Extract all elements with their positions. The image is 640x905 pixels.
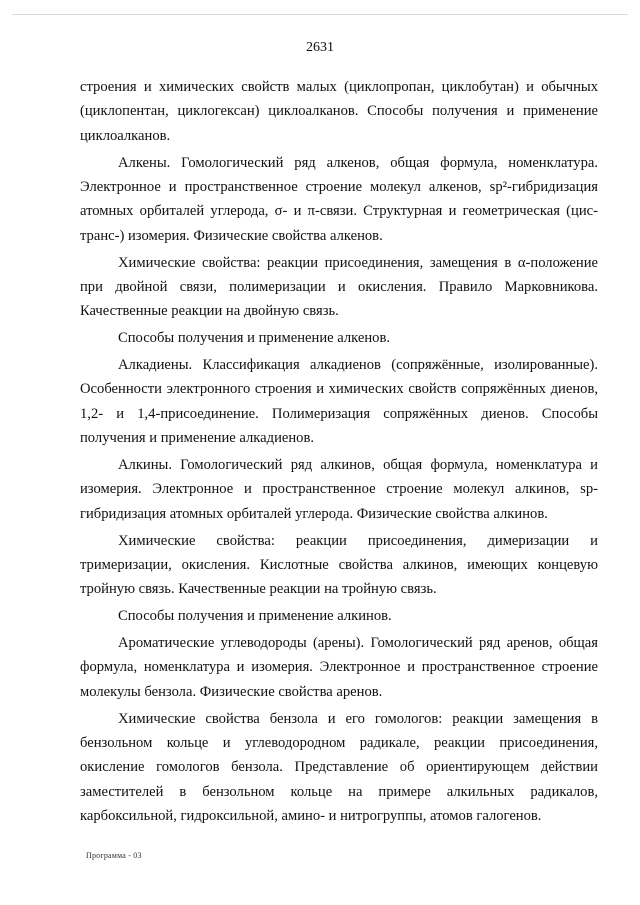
paragraph-cycloalkanes: строения и химических свойств малых (циклопропан, циклобутан) и обычных (циклопентан, циклогексан) циклоалканов. Способы получения и применение циклоалканов. bbox=[80, 79, 598, 144]
paragraph-alkenes: Алкены. Гомологический ряд алкенов, общая формула, номенклатура. Электронное и пространственное строение молекул алкенов, sp²-гибридизация атомных орбиталей углерода, σ- и π-связи. Структурная и геометрическая (цис-транс-) изомерия. Физические свойства алкенов. bbox=[80, 154, 598, 244]
paragraph-alkenes-chemical: Химические свойства: реакции присоединения, замещения в α-положение при двойной связи, полимеризации и окисления. Правило Марковникова. Качественные реакции на двойную связь. bbox=[80, 254, 598, 320]
paragraph-alkynes-chemical: Химические свойства: реакции присоединения, димеризации и тримеризации, окисления. Кислотные свойства алкинов, имеющих концевую тройную связь. Качественные реакции на тройную связь. bbox=[80, 532, 598, 598]
paragraph-alkadienes: Алкадиены. Классификация алкадиенов (сопряжённые, изолированные). Особенности электронного строения и химических свойств сопряжённых диенов, 1,2- и 1,4-присоединение. Полимеризация сопряжённых диенов. Способы получения и применение алкадиенов. bbox=[80, 357, 598, 447]
page-number: 2631 bbox=[306, 40, 334, 55]
body-text bbox=[80, 75, 598, 829]
paragraph-arenes: Ароматические углеводороды (арены). Гомологический ряд аренов, общая формула, номенклатура и изомерия. Электронное и пространственное строение молекулы бензола. Физические свойства аренов. bbox=[80, 635, 598, 700]
page-top-edge bbox=[12, 14, 628, 15]
paragraph-benzene-chemical: Химические свойства бензола и его гомологов: реакции замещения в бензольном кольце и углеводородном радикале, реакции присоединения, окисление гомологов бензола. Представление об ориентирующем действии заместителей в бензольном кольце на примере алкильных радикалов, карбоксильной, гидроксильной, амино- и нитрогруппы, атомов галогенов. bbox=[80, 710, 598, 825]
paragraph-alkynes: Алкины. Гомологический ряд алкинов, общая формула, номенклатура и изомерия. Электронное и пространственное строение молекул алкинов, sp-гибридизация атомных орбиталей углерода. Физические свойства алкинов. bbox=[80, 457, 598, 522]
footer-label: Программа - 03 bbox=[86, 851, 142, 860]
paragraph-alkenes-methods: Способы получения и применение алкенов. bbox=[118, 330, 391, 347]
paragraph-alkynes-methods: Способы получения и применение алкинов. bbox=[118, 608, 392, 625]
